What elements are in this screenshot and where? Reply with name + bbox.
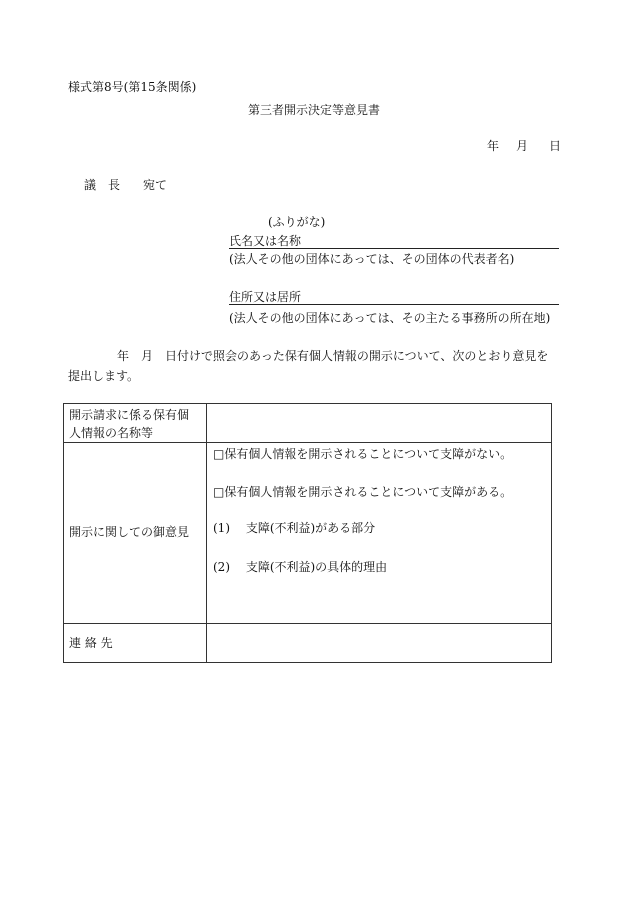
row3-label: 連 絡 先 bbox=[69, 636, 113, 650]
date-day-label: 日 bbox=[549, 139, 562, 153]
contact-value-cell[interactable] bbox=[207, 624, 551, 662]
furigana-label: (ふりがな) bbox=[268, 215, 326, 229]
row1-label-line1: 開示請求に係る保有個 bbox=[69, 408, 190, 422]
body-text-line-1: 年 月 日付けで照会のあった保有個人情報の開示について、次のとおり意見を bbox=[117, 349, 549, 363]
row1-value-cell[interactable] bbox=[207, 404, 551, 442]
opinion-table bbox=[63, 403, 552, 663]
address-label: 住所又は居所 bbox=[229, 290, 302, 304]
date-month-label: 月 bbox=[516, 139, 529, 153]
document-title: 第三者開示決定等意見書 bbox=[248, 103, 381, 117]
option-objection[interactable]: □保有個人情報を開示されることについて支障がある。 bbox=[213, 485, 513, 499]
item-affected-part: (1) 支障(不利益)がある部分 bbox=[213, 521, 376, 535]
addressee-title: 議 長 bbox=[84, 178, 121, 192]
date-year-label: 年 bbox=[487, 139, 500, 153]
form-number: 様式第8号(第15条関係) bbox=[68, 80, 197, 94]
name-field-line[interactable] bbox=[229, 248, 559, 249]
address-field-line[interactable] bbox=[229, 304, 559, 305]
item-specific-reason: (2) 支障(不利益)の具体的理由 bbox=[213, 560, 388, 574]
row2-label: 開示に関しての御意見 bbox=[69, 525, 190, 539]
body-text-line-2: 提出します。 bbox=[68, 369, 140, 383]
row1-label-line2: 人情報の名称等 bbox=[69, 426, 154, 440]
name-note: (法人その他の団体にあっては、その団体の代表者名) bbox=[229, 252, 515, 266]
addressee-suffix: 宛て bbox=[143, 178, 168, 192]
option-no-objection[interactable]: □保有個人情報を開示されることについて支障がない。 bbox=[213, 447, 513, 461]
name-label: 氏名又は名称 bbox=[229, 234, 302, 248]
address-note: (法人その他の団体にあっては、その主たる事務所の所在地) bbox=[229, 311, 551, 325]
